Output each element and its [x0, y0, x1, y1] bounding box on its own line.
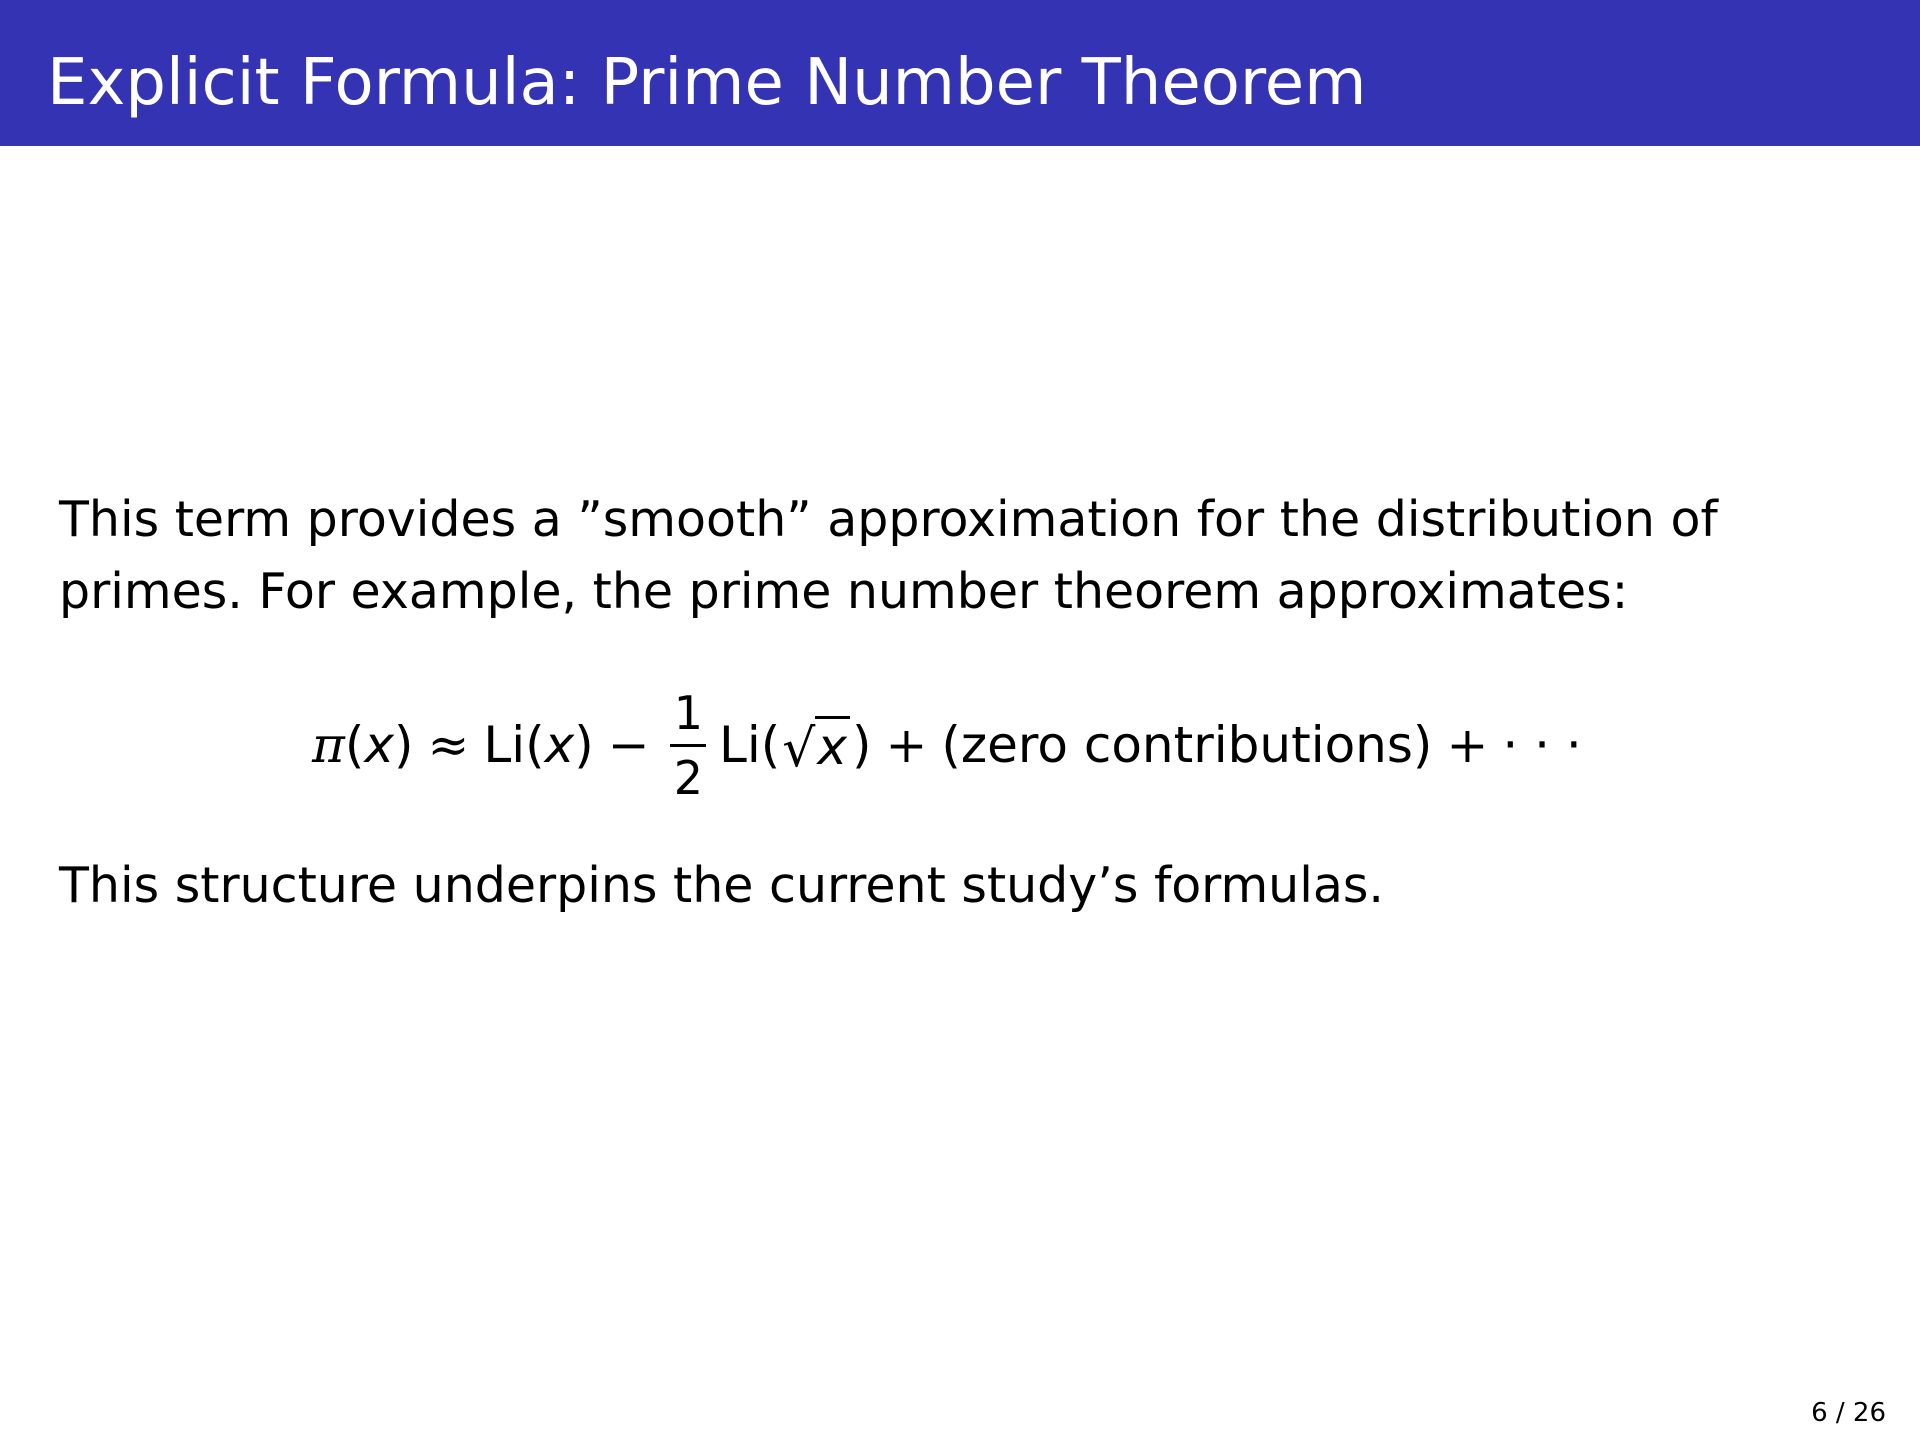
paren-close: ) [851, 716, 872, 774]
cdots-symbol: · · · [1502, 716, 1582, 774]
intro-line-2: primes. For example, the prime number theorem approximates: [59, 563, 1629, 620]
fraction-numerator: 1 [673, 685, 703, 740]
fraction-bar [670, 744, 706, 747]
variable-x: x [364, 716, 394, 774]
minus-symbol: − [607, 716, 650, 774]
zero-contributions-term: (zero contributions) [941, 716, 1433, 774]
li-function: Li [718, 716, 761, 774]
paren-open: ( [525, 716, 545, 774]
approx-symbol: ≈ [427, 716, 470, 774]
plus-symbol: + [885, 716, 928, 774]
page-number: 6 / 26 [1811, 1398, 1886, 1428]
li-function: Li [483, 716, 526, 774]
closing-paragraph: This structure underpins the current study’s formulas. [59, 857, 1384, 914]
variable-x: x [544, 716, 575, 774]
fraction-one-half [670, 685, 707, 805]
square-root [782, 716, 850, 779]
title-bar [0, 0, 1920, 146]
sqrt-icon: √ [782, 718, 816, 779]
paren-close: ) [393, 716, 414, 774]
paren-open: ( [760, 716, 781, 774]
intro-paragraph [59, 484, 1718, 628]
variable-x: x [815, 716, 850, 775]
pi-symbol: π [312, 716, 345, 774]
prime-number-theorem-equation [312, 680, 1582, 810]
intro-line-1: This term provides a ”smooth” approximation for the distribution of [59, 491, 1718, 548]
fraction-denominator: 2 [673, 750, 703, 805]
paren-open: ( [344, 716, 365, 774]
slide-title: Explicit Formula: Prime Number Theorem [47, 46, 1367, 120]
plus-symbol: + [1446, 716, 1489, 774]
paren-close: ) [574, 716, 594, 774]
